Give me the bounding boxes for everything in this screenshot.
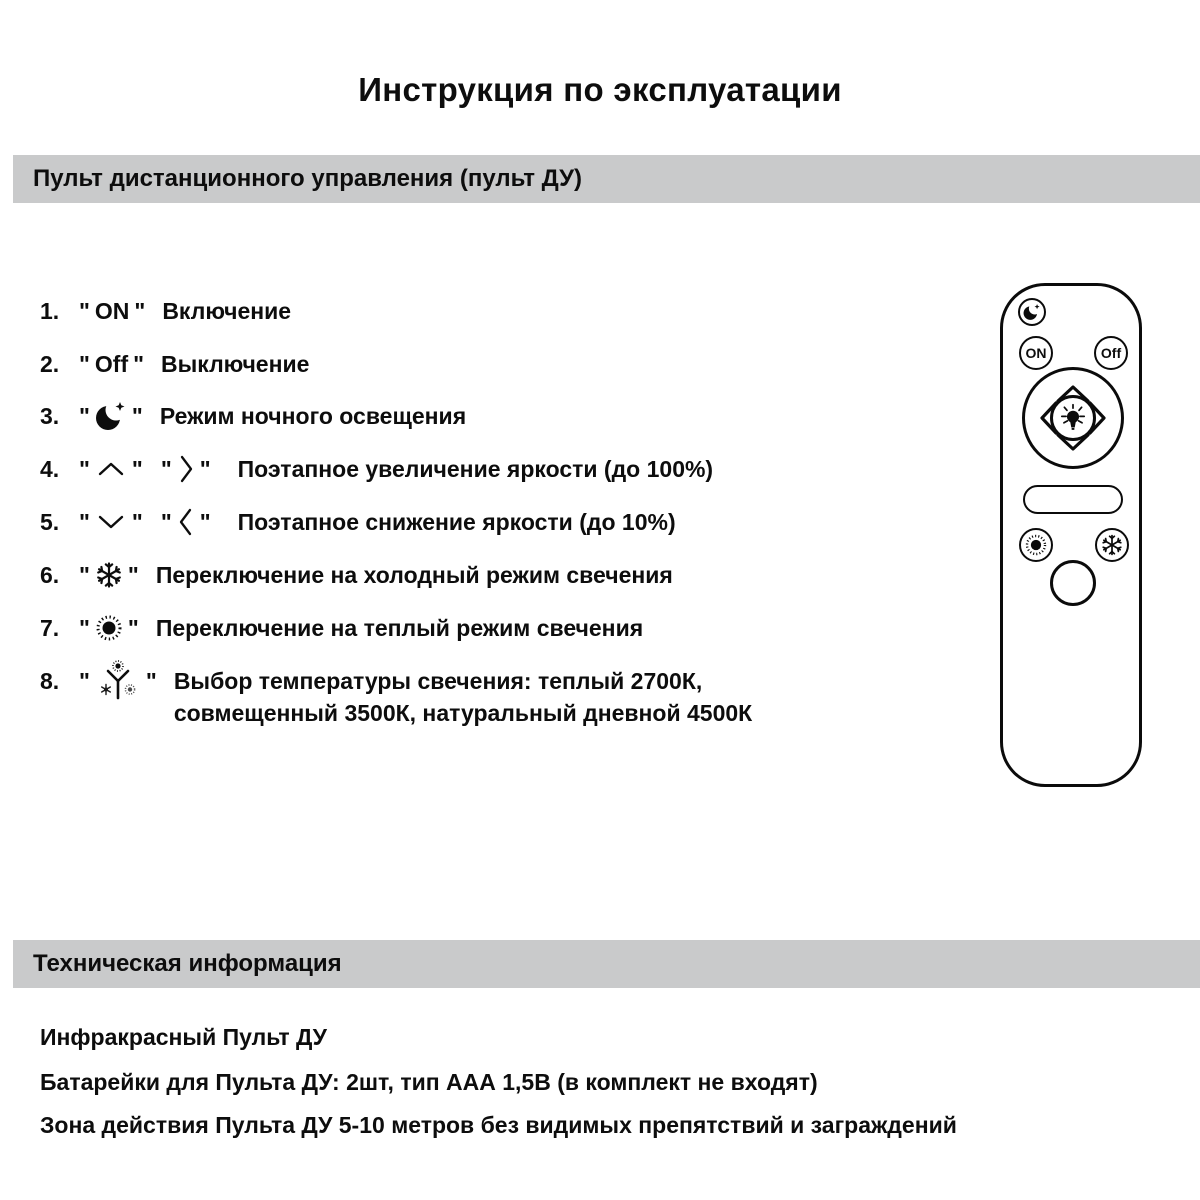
quote-mark: " bbox=[160, 455, 172, 482]
section-header-text: Пульт дистанционного управления (пульт ДУ) bbox=[33, 165, 582, 192]
list-item-4 bbox=[40, 447, 713, 491]
sun-icon bbox=[1024, 533, 1048, 557]
item-number: 5. bbox=[40, 508, 60, 535]
chevron-down-icon bbox=[95, 512, 127, 532]
quote-mark: " bbox=[160, 508, 172, 535]
item-number: 3. bbox=[40, 402, 60, 429]
quote-mark: " bbox=[199, 455, 211, 482]
quote-mark: " bbox=[79, 508, 90, 535]
remote-control-figure bbox=[1000, 283, 1142, 787]
list-item-8 bbox=[40, 665, 752, 729]
item-text: Поэтапное увеличение яркости (до 100%) bbox=[237, 455, 714, 482]
chevron-up-icon bbox=[95, 459, 127, 479]
item-number: 4. bbox=[40, 455, 60, 482]
quote-mark: " bbox=[145, 668, 157, 694]
item-number: 8. bbox=[40, 668, 60, 694]
item-text: Режим ночного освещения bbox=[159, 402, 467, 429]
off-label: Off bbox=[94, 350, 129, 377]
round-button bbox=[1050, 560, 1096, 606]
color-temperature-select-icon bbox=[95, 659, 141, 705]
snowflake-icon bbox=[1100, 533, 1124, 557]
section-header-tech bbox=[13, 940, 1200, 988]
off-button-label: Off bbox=[1100, 345, 1122, 361]
dpad-center-button bbox=[1050, 395, 1096, 441]
quote-mark: " bbox=[131, 508, 143, 535]
quote-mark: " bbox=[79, 614, 90, 641]
quote-mark: " bbox=[79, 402, 90, 429]
quote-mark: " bbox=[79, 297, 90, 324]
chevron-right-icon bbox=[177, 453, 195, 485]
item-text: Поэтапное снижение яркости (до 10%) bbox=[237, 508, 676, 535]
off-button bbox=[1094, 336, 1128, 370]
list-item-1 bbox=[40, 289, 291, 333]
quote-mark: " bbox=[131, 402, 143, 429]
brightness-dpad bbox=[1022, 367, 1124, 469]
tech-info-line: Батарейки для Пульта ДУ: 2шт, тип ААА 1,5В (в комплект не входят) bbox=[40, 1069, 818, 1095]
quote-mark: " bbox=[134, 297, 146, 324]
item-text: Включение bbox=[162, 297, 292, 324]
on-button bbox=[1019, 336, 1053, 370]
crescent-moon-icon bbox=[95, 400, 127, 432]
quote-mark: " bbox=[79, 455, 90, 482]
on-label: ON bbox=[94, 297, 130, 324]
quote-mark: " bbox=[127, 561, 139, 588]
item-number: 1. bbox=[40, 297, 60, 324]
section-header-remote bbox=[13, 155, 1200, 203]
tech-info-line: Зона действия Пульта ДУ 5-10 метров без видимых препятствий и заграждений bbox=[40, 1112, 957, 1138]
section-header-text: Техническая информация bbox=[33, 950, 342, 977]
item-text-line2: совмещенный 3500К, натуральный дневной 4500К bbox=[173, 700, 753, 726]
cold-mode-button bbox=[1095, 528, 1129, 562]
quote-mark: " bbox=[133, 350, 145, 377]
item-text: Выключение bbox=[161, 350, 310, 377]
quote-mark: " bbox=[199, 508, 211, 535]
list-item-5 bbox=[40, 500, 676, 544]
light-bulb-icon bbox=[1060, 403, 1086, 434]
quote-mark: " bbox=[79, 668, 90, 694]
pill-button bbox=[1023, 485, 1123, 514]
crescent-moon-icon bbox=[1023, 303, 1041, 321]
tech-info-line: Инфракрасный Пульт ДУ bbox=[40, 1024, 327, 1050]
night-mode-button bbox=[1018, 298, 1046, 326]
warm-mode-button bbox=[1019, 528, 1053, 562]
sun-icon bbox=[95, 614, 123, 642]
on-button-label: ON bbox=[1025, 345, 1047, 361]
list-item-2 bbox=[40, 342, 309, 386]
chevron-left-icon bbox=[177, 506, 195, 538]
item-number: 2. bbox=[40, 350, 60, 377]
snowflake-icon bbox=[95, 561, 123, 589]
item-number: 7. bbox=[40, 614, 60, 641]
list-item-7 bbox=[40, 606, 643, 650]
quote-mark: " bbox=[131, 455, 143, 482]
item-text: Переключение на холодный режим свечения bbox=[155, 561, 673, 588]
item-text-line1: Выбор температуры свечения: теплый 2700К, bbox=[173, 668, 703, 694]
quote-mark: " bbox=[127, 614, 139, 641]
item-number: 6. bbox=[40, 561, 60, 588]
item-text: Переключение на теплый режим свечения bbox=[155, 614, 644, 641]
quote-mark: " bbox=[79, 350, 90, 377]
page-title: Инструкция по эксплуатации bbox=[358, 71, 842, 108]
list-item-6 bbox=[40, 553, 673, 597]
list-item-3 bbox=[40, 394, 466, 438]
quote-mark: " bbox=[79, 561, 90, 588]
